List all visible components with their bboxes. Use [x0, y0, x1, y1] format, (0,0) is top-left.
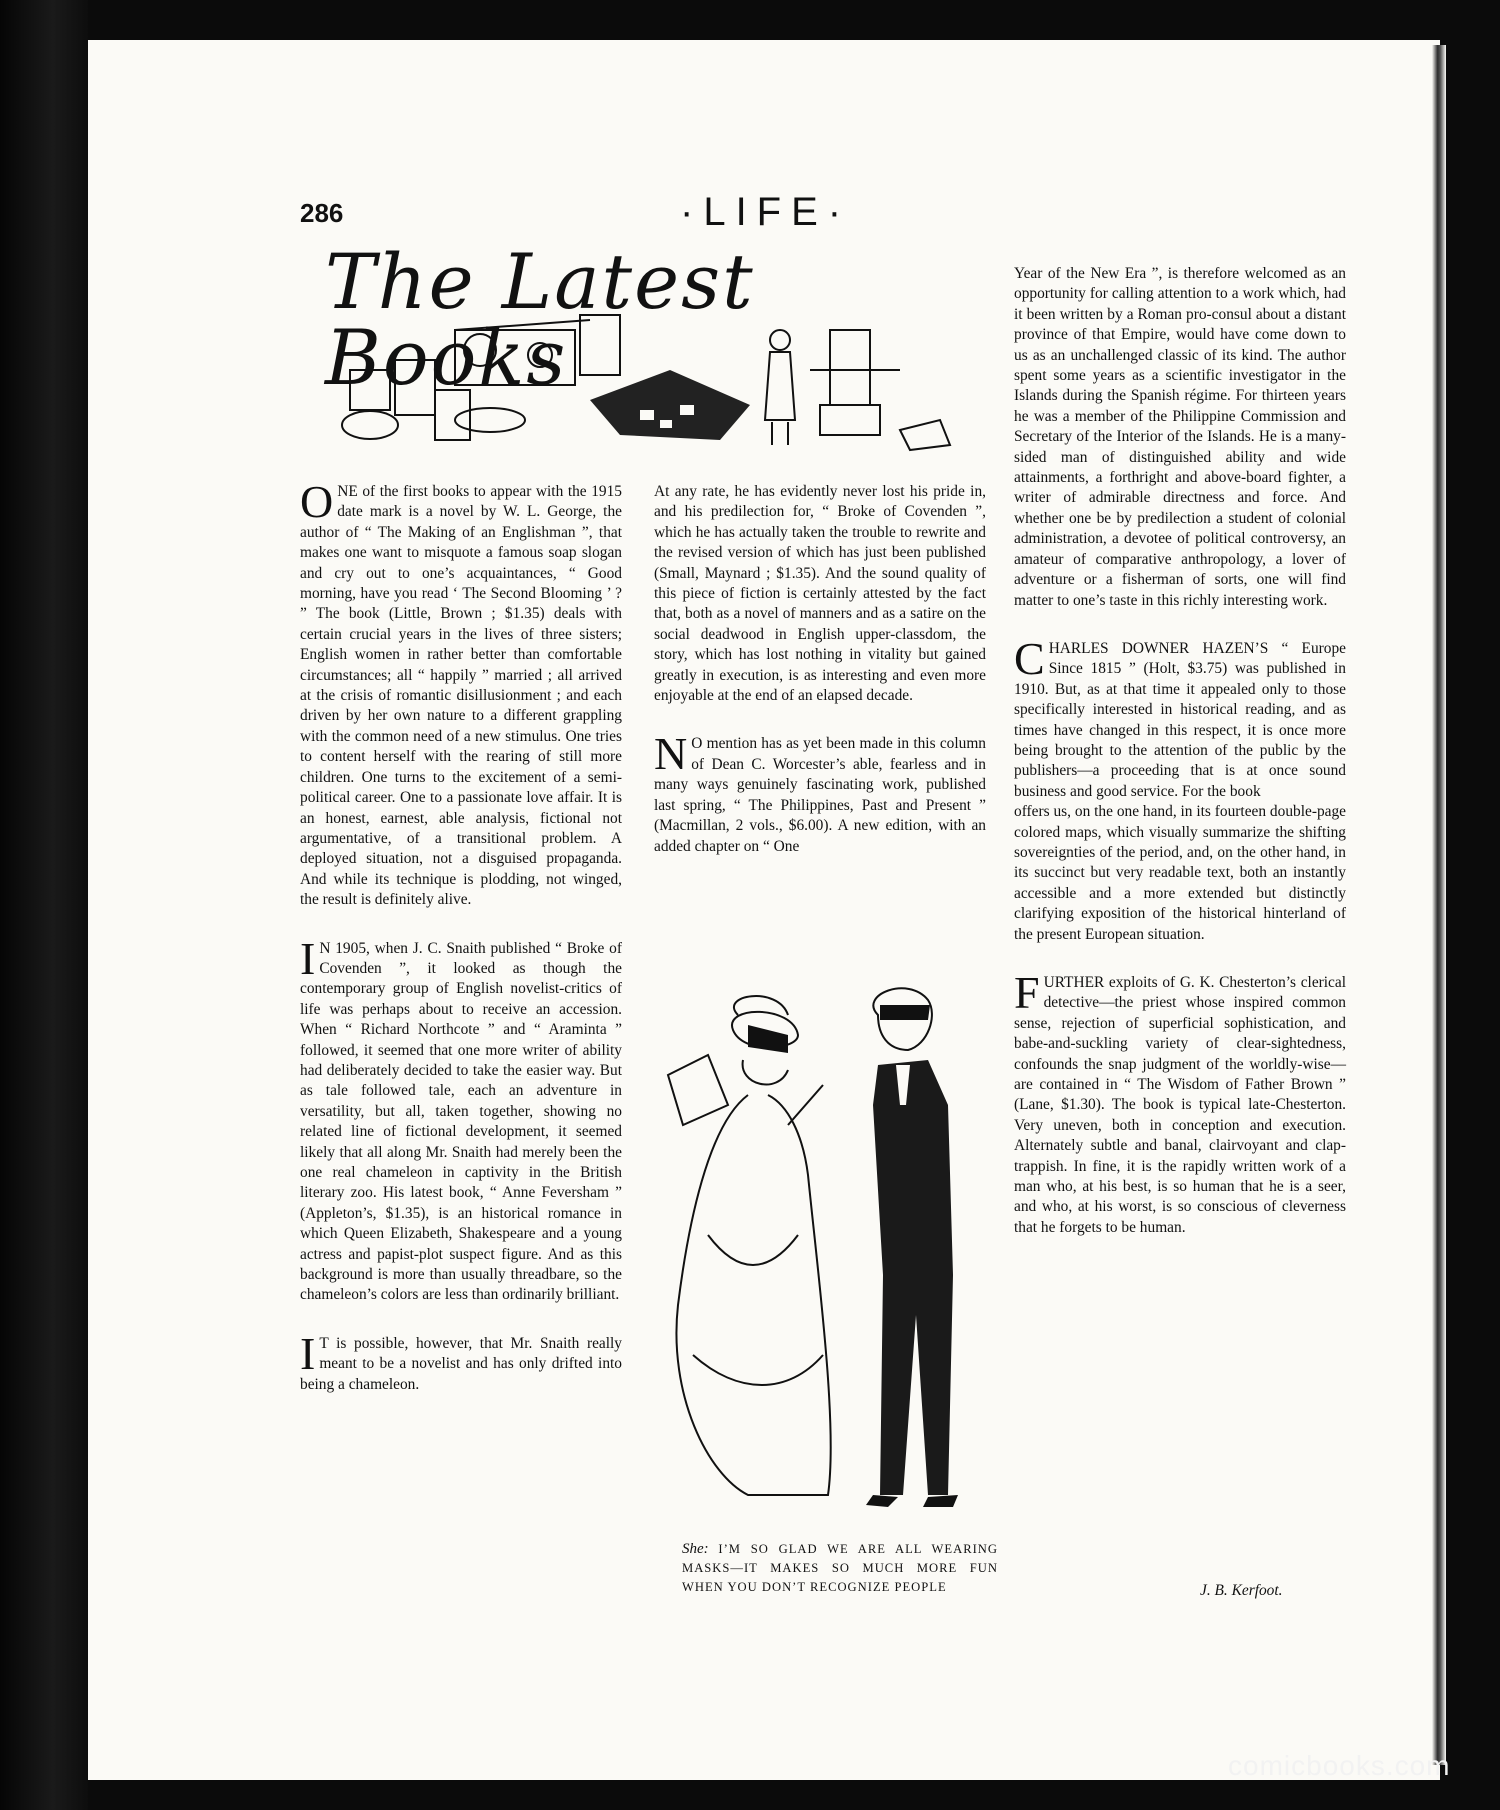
caption-speaker: She: [682, 1541, 709, 1557]
article-column-3 [1014, 264, 1346, 1266]
paragraph-snaith-continued: I T is possible, however, that Mr. Snaith really meant to be a novelist and has only drifted into being a chameleon. [300, 1327, 622, 1393]
paragraph-chesterton: FURTHER exploits of G. K. Chesterton’s clerical detective—the priest whose inspired common sense, rejection of superficial sophistication, and babe-and-suckling variety of clear-sightedness, confounds the snap judgment of the worldly-wise—are contained in “ The Wisdom of Father Brown ” (Lane, $1.30). The book is typical late-Chesterton. Very uneven, both in conception and execution. Alternately subtle and banal, clairvoyant and clap-trappish. In fine, it is the rapidly written work of a man who, at his best, is so human that he is a seer, and who, at his worst, is so conscious of cleverness that he forgets to be human. [1014, 967, 1346, 1236]
page-number: 286 [300, 198, 344, 228]
caption-text: I’M SO GLAD WE ARE ALL WEARING MASKS—IT MAKES SO MUCH MORE FUN WHEN YOU DON’T RECOGNIZE PEOPLE [682, 1542, 998, 1594]
paragraph-hazen-continued: offers us, on the one hand, in its fourteen double-page colored maps, which visually summarize the shifting sovereignties of the period, and, on the other hand, in its succinct but very readable text, both an instantly accessible and a more extended but distinctly clarifying exposition of the historical hinterland of the present European situation. [1014, 803, 1346, 943]
paragraph-george: ONE of the first books to appear with the 1915 date mark is a novel by W. L. George, the author of “ The Making of an Englishman ”, that makes one want to misquote a famous soap slogan and cry out to one’s acquaintances, “ Good morning, have you read ‘ The Second Blooming ’ ? ” The book (Little, Brown ; $1.35) deals with certain crucial years in the lives of three sisters; English women in rather better than comfortable circumstances; all “ happily ” married ; all arrived at the crisis of romantic disillusionment ; and each driven by her own nature to a different grappling with the common need of a new stimulus. One tries to content herself with the rearing of still more children. One turns to the excitement of a semi-political career. One to a passionate love affair. It is an honest, earnest, able analysis, fictional not argumentative, of a transitional problem. A deployed situation, not a disguised propaganda. And while its technique is plodding, not winged, the result is definitely alive. [300, 476, 622, 909]
drop-cap: C [1014, 632, 1045, 684]
drop-cap: N [654, 728, 688, 780]
section-title: The Latest Books [325, 237, 755, 402]
paragraph-new-era: Year of the New Era ”, is therefore welcomed as an opportunity for calling attention to a work which, had it been written by a Roman pro-consul about a distant province of that Empire, would have come down to us as an unchallenged classic of its kind. The author spent some years as a scientific investigator in the Islands during the Spanish régime. For thirteen years he was a member of the Philippine Commission and Secretary of the Interior of the Islands. He is a many-sided man of distinguished ability and wide attainments, a forthright and above-board fighter, a writer of admirable directness and force. And whether one be by predilection a student of colonial administration, a devotee of political controversy, an amateur of comparative anthropology, a lover of adventure or a fisherman of sorts, one will find matter to one’s taste in this richly interesting work. [1014, 265, 1346, 609]
cartoon-caption [682, 1540, 998, 1597]
paragraph-covenden: At any rate, he has evidently never lost his pride in, and his predilection for, “ Broke of Covenden ”, which he has actually taken the trouble to rewrite and the revised version of which has just been published (Small, Maynard ; $1.35). And the sound quality of this piece of fiction is certainly attested by the fact that, both as a novel of manners and as a satire on the social deadwood in English upper-classdom, the story, which has lost nothing in vitality but gained greatly in execution, is as interesting and even more enjoyable at the end of an elapsed decade. [654, 483, 986, 705]
drop-cap: I [300, 932, 316, 984]
masthead: ·LIFE· [680, 190, 852, 234]
books-illustration [340, 310, 970, 460]
article-column-1 [300, 476, 622, 1423]
article-column-2 [654, 482, 986, 885]
byline: J. B. Kerfoot. [1200, 1582, 1283, 1599]
drop-cap: I [300, 1327, 316, 1379]
paragraph-snaith: I N 1905, when J. C. Snaith published “ Broke of Covenden ”, it looked as though the contemporary group of English novelist-critics of life was perhaps about to receive an accession. When “ Richard Northcote ” and “ Araminta ” followed, it seemed that one more writer of ability had deliberately decided to take the easier way. But as tale followed tale, each an adventure in versatility, but all, taken together, showing no related line of fictional development, it seemed likely that all along Mr. Snaith had merely been the one real chameleon in captivity in the British literary zoo. His latest book, “ Anne Feversham ” (Appleton’s, $1.35), is an historical romance in which Queen Elizabeth, Shakespeare and a young actress and papist-plot suspect figure. And as this background is more than usually threadbare, so the chameleon’s colors are less than ordinarily brilliant. [300, 932, 622, 1304]
masked-couple-cartoon [648, 975, 1008, 1530]
drop-cap: F [1014, 967, 1040, 1018]
paragraph-hazen: CHARLES DOWNER HAZEN’S “ Europe Since 1815 ” (Holt, $3.75) was published in 1910. But, as at that time it appealed only to those specifically interested in historical reading, and as times have changed in this respect, it is once more being brought to the attention of the public by the publishers—a proceeding that is at once sound business and good service. For the book [1014, 632, 1346, 800]
paragraph-worcester: N O mention has as yet been made in this column of Dean C. Worcester’s able, fearless and in many ways genuinely fascinating work, published last spring, “ The Philippines, Past and Present ” (Macmillan, 2 vols., $6.00). A new edition, with an added chapter on “ One [654, 728, 986, 855]
watermark: comicbooks.com [1228, 1750, 1451, 1781]
drop-cap: O [300, 476, 334, 527]
scan-border-left [0, 0, 88, 1810]
binding-rule [1432, 45, 1446, 1765]
